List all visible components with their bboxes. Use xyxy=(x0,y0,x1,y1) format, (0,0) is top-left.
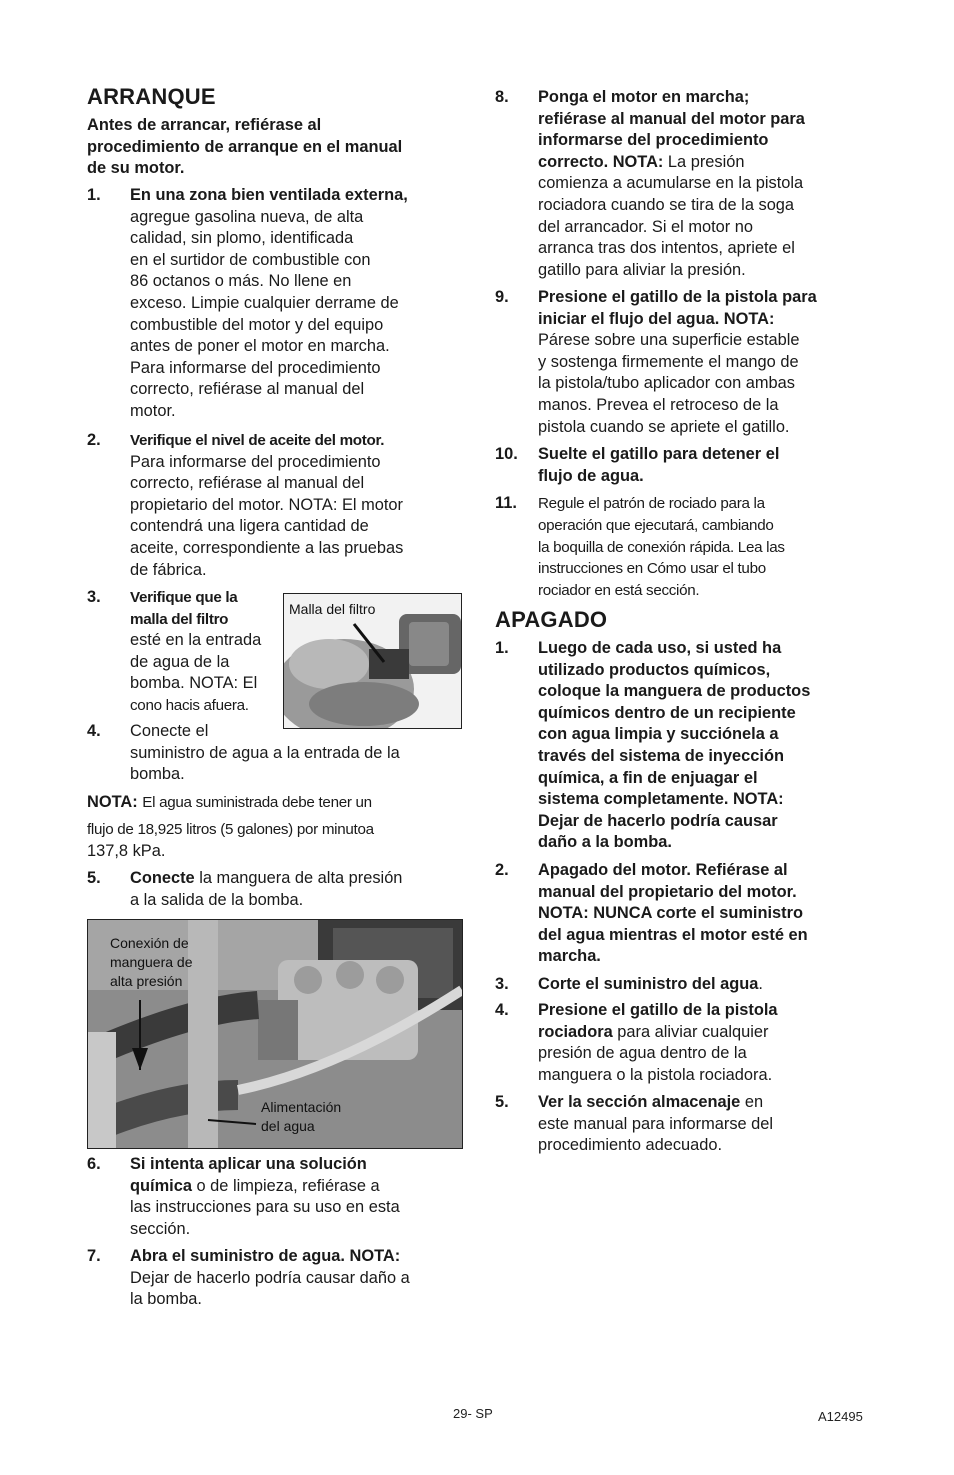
step-1 xyxy=(87,185,465,425)
apagado-1-line: través del sistema de inyección xyxy=(538,746,784,765)
step-7-bold: Abra el suministro de agua. NOTA: xyxy=(130,1247,401,1265)
step-5-line: a la salida de la bomba. xyxy=(130,890,304,909)
step-8 xyxy=(495,87,870,283)
apagado-step-5 xyxy=(495,1092,870,1158)
step-number: 2. xyxy=(87,431,101,449)
label-line: Alimentación xyxy=(261,1099,342,1115)
apagado-4-bold: Presione el gatillo de la pistola xyxy=(538,1001,778,1019)
step-9 xyxy=(495,287,870,442)
apagado-3-text: . xyxy=(758,975,763,993)
apagado-4-text: para aliviar cualquier xyxy=(612,1022,769,1041)
apagado-1-line: químicos dentro de un recipiente xyxy=(538,703,796,722)
step-2-line: Para informarse del procedimiento xyxy=(130,452,381,471)
nota-line-2: flujo de 18,925 litros (5 galones) por minutoa xyxy=(87,821,374,838)
step-6-line: las instrucciones para su uso en esta xyxy=(130,1198,400,1217)
document-code: A12495 xyxy=(818,1409,863,1424)
step-11-line: la boquilla de conexión rápida. Lea las xyxy=(538,538,785,556)
apagado-5-bold: Ver la sección almacenaje xyxy=(538,1093,741,1111)
intro-line-2: procedimiento de arranque en el manual xyxy=(87,138,403,156)
step-11-line: rociador en está sección. xyxy=(538,582,700,600)
step-8-bold: informarse del procedimiento xyxy=(538,131,769,150)
apagado-4-bold: rociadora xyxy=(538,1022,613,1041)
step-1-line: motor. xyxy=(130,401,176,420)
apagado-2-line: manual del propietario del motor. xyxy=(538,882,797,901)
apagado-5-line: este manual para informarse del xyxy=(538,1114,774,1133)
step-number: 5. xyxy=(495,1093,509,1111)
step-2-line: de fábrica. xyxy=(130,560,207,579)
step-9-line: Párese sobre una superficie estable xyxy=(538,331,800,350)
step-2-line: correcto, refiérase al manual del xyxy=(130,474,365,493)
step-1-line: Para informarse del procedimiento xyxy=(130,358,381,377)
step-1-line: exceso. Limpie cualquier derrame de xyxy=(130,293,399,312)
apagado-1-line: con agua limpia y succiónela a xyxy=(538,725,779,744)
step-1-line: antes de poner el motor en marcha. xyxy=(130,337,390,356)
label-line: Conexión de xyxy=(110,935,189,951)
step-number: 3. xyxy=(87,588,101,606)
step-2-line: propietario del motor. NOTA: El motor xyxy=(130,495,403,514)
apagado-2-line: Apagado del motor. Refiérase al xyxy=(538,861,788,879)
label-line: alta presión xyxy=(110,973,183,989)
step-6-line: sección. xyxy=(130,1219,191,1238)
apagado-1-line: utilizado productos químicos, xyxy=(538,660,771,679)
pump-figure xyxy=(87,919,463,1149)
apagado-2-line: del agua mientras el motor esté en xyxy=(538,925,808,944)
step-2-bold: Verifique el nivel de aceite del motor. xyxy=(130,432,385,449)
apagado-1-line: daño a la bomba. xyxy=(538,833,672,852)
step-number: 10. xyxy=(495,445,518,463)
step-1-line: 86 octanos o más. No llene en xyxy=(130,272,352,291)
nota-line-3: 137,8 kPa. xyxy=(87,842,166,860)
step-3-line: malla del filtro xyxy=(130,610,229,628)
step-3-line: esté en la entrada xyxy=(130,631,262,650)
step-number: 2. xyxy=(495,861,509,879)
step-7 xyxy=(87,1246,465,1312)
step-10-bold: Suelte el gatillo para detener el xyxy=(538,445,780,463)
apagado-2-line: marcha. xyxy=(538,947,601,966)
step-9-line: la pistola/tubo aplicador con ambas xyxy=(538,374,795,393)
step-4-line: bomba. xyxy=(130,765,185,784)
step-1-line: en el surtidor de combustible con xyxy=(130,250,371,269)
step-9-bold: iniciar el flujo del agua. NOTA: xyxy=(538,309,775,328)
step-8-line: comienza a acumularse en la pistola xyxy=(538,174,804,193)
step-11-line: Regule el patrón de rociado para la xyxy=(538,495,765,512)
step-3-line: de agua de la xyxy=(130,652,230,671)
step-number: 1. xyxy=(495,639,509,657)
apagado-5-text: en xyxy=(740,1093,764,1111)
apagado-1-line: Dejar de hacerlo podría causar xyxy=(538,811,778,830)
step-9-line: manos. Prevea el retroceso de la xyxy=(538,395,779,414)
step-8-bold: refiérase al manual del motor para xyxy=(538,109,805,128)
step-11-line: operación que ejecutará, cambiando xyxy=(538,516,774,534)
step-7-line: Dejar de hacerlo podría causar daño a xyxy=(130,1268,410,1287)
step-9-line: pistola cuando se apriete el gatillo. xyxy=(538,417,790,436)
step-8-line: del arrancador. Si el motor no xyxy=(538,217,754,236)
filter-screen-figure xyxy=(283,593,462,729)
nota-label: NOTA: xyxy=(87,793,138,811)
step-4-line: Conecte el xyxy=(130,722,209,740)
step-2-line: contendrá una ligera cantidad de xyxy=(130,517,369,536)
step-5-text: la manguera de alta presión xyxy=(194,869,403,887)
step-6-bold: Si intenta aplicar una solución xyxy=(130,1155,367,1173)
step-3-line: cono hacis afuera. xyxy=(130,696,249,714)
step-10-bold: flujo de agua. xyxy=(538,466,644,485)
apagado-step-3 xyxy=(495,974,870,996)
step-number: 3. xyxy=(495,975,509,993)
arranque-heading: ARRANQUE xyxy=(87,84,216,109)
step-1-bold: En una zona bien ventilada externa, xyxy=(130,186,408,204)
step-8-line: rociadora cuando se tira de la soga xyxy=(538,195,795,214)
step-4-line: suministro de agua a la entrada de la xyxy=(130,743,400,762)
apagado-1-line: Luego de cada uso, si usted ha xyxy=(538,639,782,657)
apagado-4-line: presión de agua dentro de la xyxy=(538,1044,747,1063)
step-number: 11. xyxy=(495,494,517,512)
step-10 xyxy=(495,444,870,488)
water-supply-label xyxy=(261,1098,341,1136)
apagado-4-line: manguera o la pistola rociadora. xyxy=(538,1065,773,1084)
nota-text: El agua suministrada debe tener un xyxy=(142,794,372,811)
step-5-bold: Conecte xyxy=(130,869,195,887)
intro-line-3: de su motor. xyxy=(87,159,185,177)
apagado-1-line: sistema completamente. NOTA: xyxy=(538,790,784,809)
apagado-5-line: procedimiento adecuado. xyxy=(538,1136,723,1155)
step-5 xyxy=(87,868,465,912)
step-11-line: instrucciones en Cómo usar el tubo xyxy=(538,560,766,578)
step-number: 6. xyxy=(87,1155,101,1173)
step-9-bold: Presione el gatillo de la pistola para xyxy=(538,288,817,306)
step-number: 1. xyxy=(87,186,101,204)
step-6-text: o de limpieza, refiérase a xyxy=(191,1176,380,1195)
label-line: manguera de xyxy=(110,954,193,970)
step-7-line: la bomba. xyxy=(130,1290,202,1309)
step-8-line: gatillo para aliviar la presión. xyxy=(538,260,746,279)
step-11 xyxy=(495,493,870,603)
label-line: del agua xyxy=(261,1118,315,1134)
apagado-3-bold: Corte el suministro del agua xyxy=(538,975,759,993)
step-8-line: arranca tras dos intentos, apriete el xyxy=(538,239,795,258)
step-number: 8. xyxy=(495,88,509,106)
apagado-2-line: NOTA: NUNCA corte el suministro xyxy=(538,904,804,923)
step-9-line: y sostenga firmemente el mango de xyxy=(538,352,799,371)
step-4 xyxy=(87,721,465,787)
step-1-line: agregue gasolina nueva, de alta xyxy=(130,207,364,226)
step-3-line: bomba. NOTA: El xyxy=(130,674,258,693)
apagado-1-line: química, a fin de enjuagar el xyxy=(538,768,758,787)
apagado-step-1 xyxy=(495,638,870,856)
step-number: 4. xyxy=(495,1001,509,1019)
nota-line-1 xyxy=(87,792,372,814)
step-2-line: aceite, correspondiente a las pruebas xyxy=(130,538,404,557)
step-1-line: calidad, sin plomo, identificada xyxy=(130,229,354,248)
apagado-step-2 xyxy=(495,860,870,970)
step-6-bold: química xyxy=(130,1176,192,1195)
step-8-bold: correcto. NOTA: xyxy=(538,152,664,171)
apagado-heading: APAGADO xyxy=(495,607,608,632)
filter-label: Malla del filtro xyxy=(289,601,376,617)
step-3 xyxy=(87,587,287,722)
step-8-bold: Ponga el motor en marcha; xyxy=(538,88,750,106)
high-pressure-label xyxy=(110,934,193,991)
step-1-line: combustible del motor y del equipo xyxy=(130,315,384,334)
step-number: 9. xyxy=(495,288,509,306)
step-6 xyxy=(87,1154,465,1242)
step-3-line: Verifique que la xyxy=(130,589,238,606)
apagado-1-line: coloque la manguera de productos xyxy=(538,682,811,701)
step-8-text: La presión xyxy=(663,152,745,171)
step-number: 7. xyxy=(87,1247,101,1265)
intro-line-1: Antes de arrancar, refiérase al xyxy=(87,116,322,134)
step-number: 4. xyxy=(87,722,101,740)
apagado-step-4 xyxy=(495,1000,870,1088)
page-number: 29- SP xyxy=(453,1406,493,1421)
step-2 xyxy=(87,430,465,585)
step-number: 5. xyxy=(87,869,101,887)
step-1-line: correcto, refiérase al manual del xyxy=(130,380,365,399)
